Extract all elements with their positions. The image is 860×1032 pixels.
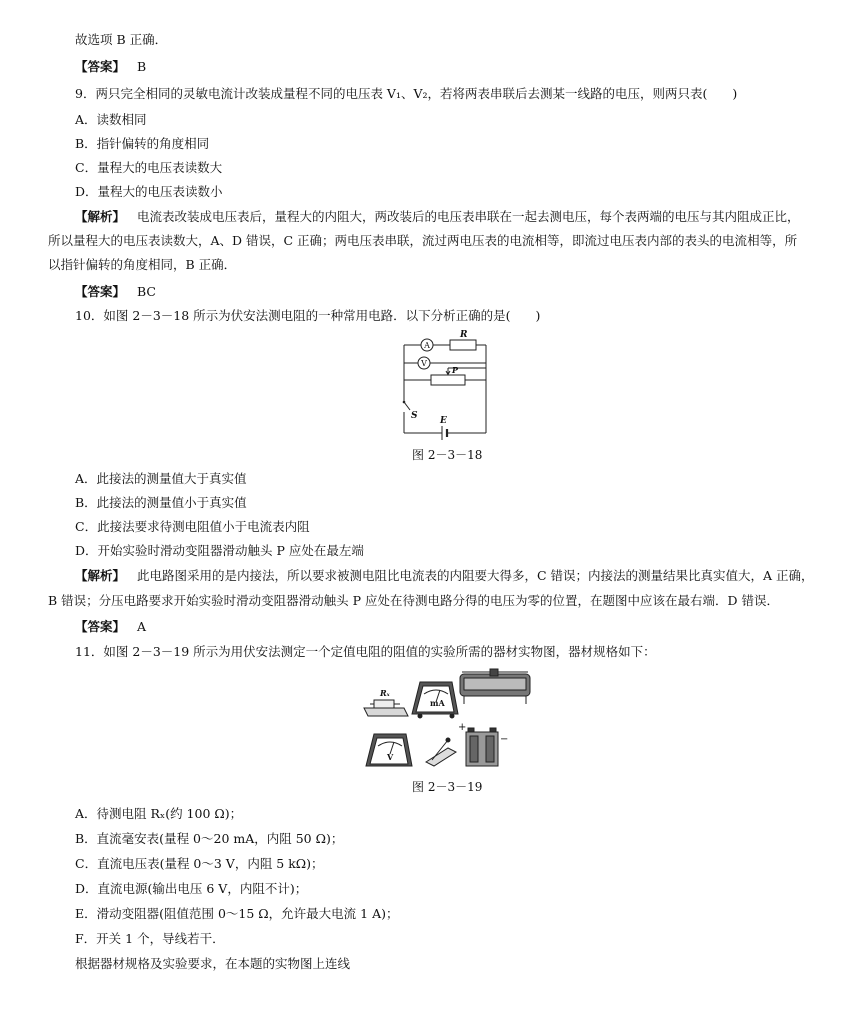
q11-task: 根据器材规格及实验要求，在本题的实物图上连线 (75, 956, 351, 971)
ammeter-label: A (424, 341, 430, 350)
explanation-10-line2: B 错误；分压电路要求开始实验时滑动变阻器滑动触头 P 应处在待测电路分得的电压为零的位置，在题图中应该在最右端．D 错误． (48, 593, 780, 608)
q10-option-d: D．开始实验时滑动变阻器滑动触头 P 应处在最左端 (75, 543, 364, 558)
resistor-icon (450, 340, 476, 350)
q11-item-f: F．开关 1 个，导线若干． (75, 931, 225, 946)
figure-caption-19: 图 2－3－19 (412, 780, 483, 794)
switch-icon (426, 738, 456, 766)
answer-value: A (136, 619, 146, 634)
resistor-label: Rₓ (380, 688, 390, 698)
q10-option-b: B．此接法的测量值小于真实值 (75, 495, 247, 510)
answer-value: BC (136, 284, 156, 299)
circuit-diagram-fig18 (396, 328, 496, 440)
answer-10 (75, 617, 146, 637)
question-10: 10．如图 2－3－18 所示为伏安法测电阻的一种常用电路．以下分析正确的是( ) (75, 308, 541, 323)
q11-item-a: A．待测电阻 Rₓ(约 100 Ω)； (75, 806, 243, 821)
explanation-9-line3: 以指针偏转的角度相同，B 正确． (48, 257, 237, 272)
figure-caption-18: 图 2－3－18 (412, 448, 483, 462)
answer-8 (75, 57, 146, 77)
rheostat-icon (460, 669, 530, 704)
explanation-tag: 【解析】 (75, 568, 126, 583)
answer-tag: 【答案】 (75, 284, 126, 299)
answer-9 (75, 282, 156, 302)
battery-label: E (440, 416, 447, 426)
explanation-9-line1: 【解析】 电流表改装成电压表后，量程大的内阻大，两改装后的电压表串联在一起去测电压，每个表两端的电压与其内阻成正比， (75, 209, 800, 224)
q9-option-b: B．指针偏转的角度相同 (75, 136, 210, 151)
answer-value: B (136, 59, 147, 74)
resistor-label: R (460, 330, 468, 340)
switch-label: S (411, 411, 418, 421)
battery-plus-label: + (458, 722, 467, 733)
q10-option-a: A．此接法的测量值大于真实值 (75, 471, 247, 486)
q9-option-a: A．读数相同 (75, 112, 147, 127)
answer-tag: 【答案】 (75, 619, 126, 634)
apparatus-figure-fig19 (360, 668, 540, 774)
q11-item-c: C．直流电压表(量程 0～3 V，内阻 5 kΩ)； (75, 856, 324, 871)
q11-item-d: D．直流电源(输出电压 6 V，内阻不计)； (75, 881, 308, 896)
explanation-10-line1: 【解析】 此电路图采用的是内接法，所以要求被测电阻比电流表的内阻要大得多，C 错误；内接法的测量结果比真实值大，A 正确， (75, 568, 814, 583)
question-11: 11．如图 2－3－19 所示为用伏安法测定一个定值电阻的阻值的实验所需的器材实物图，器材规格如下： (75, 644, 656, 659)
q9-option-c: C．量程大的电压表读数大 (75, 160, 223, 175)
explanation-9-line2: 所以量程大的电压表读数大，A、D 错误，C 正确；两电压表串联，流过两电压表的电流相等，即流过电压表内部的表头的电流相等，所 (48, 233, 798, 248)
switch-icon (404, 402, 410, 410)
rheostat-icon (431, 375, 465, 385)
answer-tag: 【答案】 (75, 59, 126, 74)
slider-label: P (452, 365, 459, 375)
previous-conclusion: 故选项 B 正确． (75, 32, 168, 47)
q11-item-b: B．直流毫安表(量程 0～20 mA，内阻 50 Ω)； (75, 831, 344, 846)
q9-option-d: D．量程大的电压表读数小 (75, 184, 223, 199)
voltmeter-label: V (421, 359, 427, 368)
voltmeter-label: V (387, 752, 394, 762)
question-9: 9．两只完全相同的灵敏电流计改装成量程不同的电压表 V₁、V₂，若将两表串联后去测某一线路的电压，则两只表( ) (75, 86, 738, 101)
explanation-tag: 【解析】 (75, 209, 126, 224)
milliammeter-label: mA (430, 698, 445, 708)
battery-icon (466, 728, 498, 766)
q10-option-c: C．此接法要求待测电阻值小于电流表内阻 (75, 519, 310, 534)
battery-minus-label: − (500, 734, 509, 745)
resistor-rx-icon (364, 700, 408, 716)
q11-item-e: E．滑动变阻器(阻值范围 0～15 Ω，允许最大电流 1 A)； (75, 906, 399, 921)
